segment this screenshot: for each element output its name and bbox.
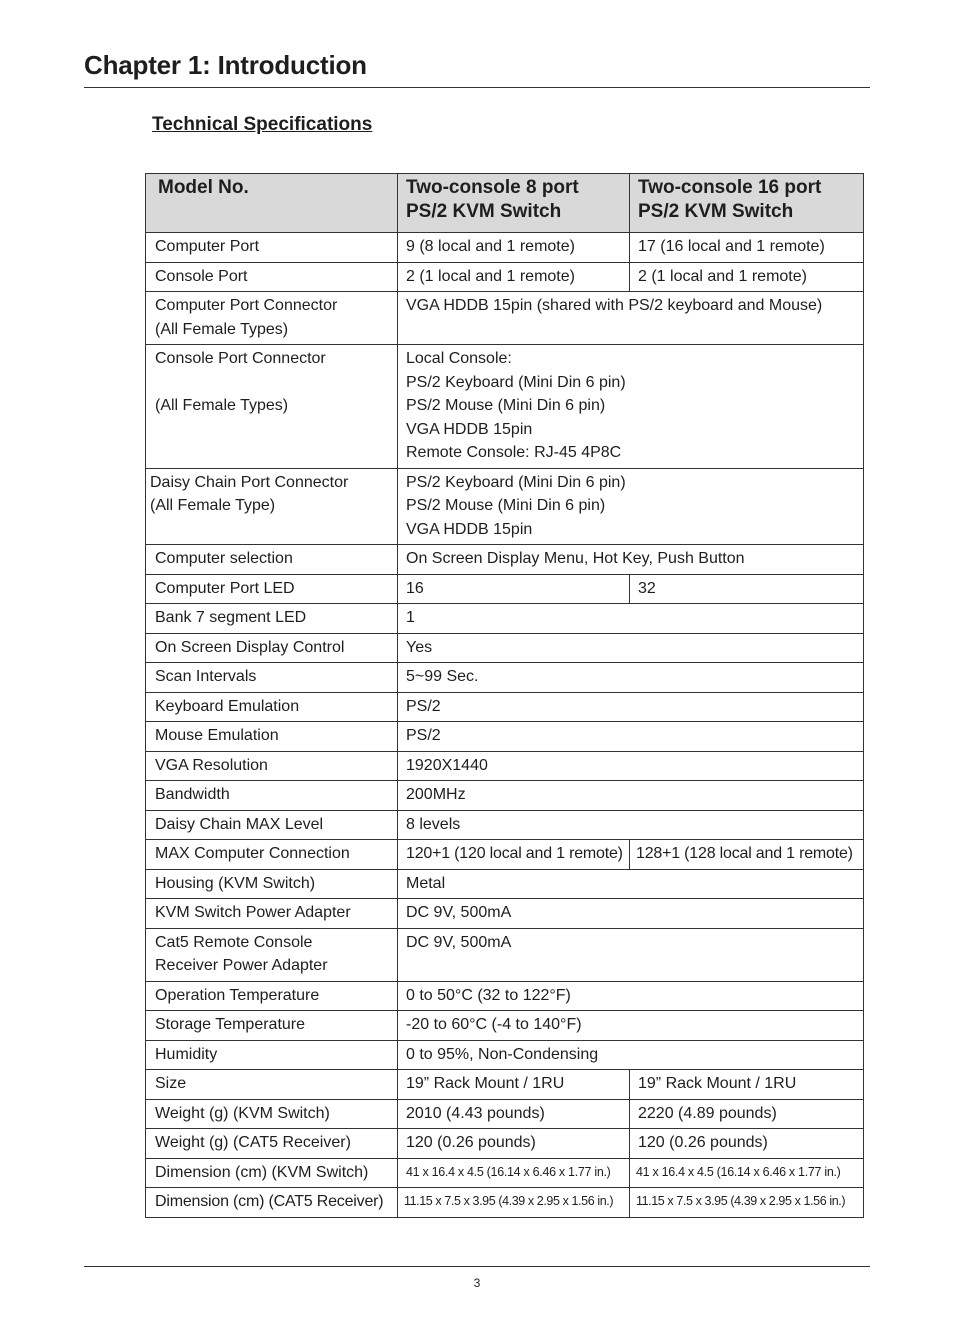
table-row	[146, 692, 864, 722]
row-value: 5~99 Sec.	[398, 663, 864, 693]
table-row	[146, 1099, 864, 1129]
row-value-16: 41 x 16.4 x 4.5 (16.14 x 6.46 x 1.77 in.)	[630, 1158, 864, 1188]
table-row	[146, 869, 864, 899]
table-row	[146, 468, 864, 545]
row-value-8: 9 (8 local and 1 remote)	[398, 233, 630, 263]
row-label-line: (All Female Type)	[150, 497, 276, 514]
row-label: Computer Port LED	[146, 574, 398, 604]
row-label: Bank 7 segment LED	[146, 604, 398, 634]
table-row	[146, 722, 864, 752]
footer-divider	[84, 1266, 870, 1267]
table-row	[146, 1040, 864, 1070]
row-value-16: 32	[630, 574, 864, 604]
row-value-16: 2 (1 local and 1 remote)	[630, 262, 864, 292]
value-line: PS/2 Mouse (Mini Din 6 pin)	[406, 497, 606, 514]
table-row	[146, 981, 864, 1011]
table-row	[146, 604, 864, 634]
row-value: PS/2	[398, 692, 864, 722]
row-value-8: 120+1 (120 local and 1 remote)	[398, 840, 630, 870]
table-row	[146, 633, 864, 663]
value-line: PS/2 Keyboard (Mini Din 6 pin)	[406, 473, 626, 491]
header-16-port: Two-console 16 port PS/2 KVM Switch	[630, 174, 864, 233]
row-label-line: (All Female Types)	[155, 397, 289, 414]
row-value-16: 11.15 x 7.5 x 3.95 (4.39 x 2.95 x 1.56 in.)	[630, 1188, 864, 1218]
row-value: 8 levels	[398, 810, 864, 840]
row-value: DC 9V, 500mA	[398, 899, 864, 929]
table-row	[146, 928, 864, 981]
row-label-line: Computer Port Connector	[155, 297, 338, 314]
row-label: Storage Temperature	[146, 1011, 398, 1041]
row-label: Humidity	[146, 1040, 398, 1070]
row-value-16: 120 (0.26 pounds)	[630, 1129, 864, 1159]
row-label	[146, 345, 398, 469]
row-value: On Screen Display Menu, Hot Key, Push Button	[398, 545, 864, 575]
row-value	[398, 345, 864, 469]
spec-table	[145, 173, 864, 1218]
row-label: Operation Temperature	[146, 981, 398, 1011]
row-value-8: 16	[398, 574, 630, 604]
table-row	[146, 810, 864, 840]
row-value-16: 128+1 (128 local and 1 remote)	[630, 840, 864, 870]
table-row	[146, 781, 864, 811]
row-label	[146, 292, 398, 345]
row-value-8: 11.15 x 7.5 x 3.95 (4.39 x 2.95 x 1.56 in.)	[398, 1188, 630, 1218]
row-value-16: 2220 (4.89 pounds)	[630, 1099, 864, 1129]
row-value: 0 to 50°C (32 to 122°F)	[398, 981, 864, 1011]
page-number: 3	[473, 1276, 481, 1290]
row-label: Weight (g) (KVM Switch)	[146, 1099, 398, 1129]
table-row	[146, 1011, 864, 1041]
section-title: Technical Specifications	[152, 114, 373, 135]
table-row	[146, 1158, 864, 1188]
table-row	[146, 292, 864, 345]
row-label	[146, 928, 398, 981]
table-row	[146, 574, 864, 604]
value-line: Remote Console: RJ-45 4P8C	[406, 444, 622, 461]
row-label: Housing (KVM Switch)	[146, 869, 398, 899]
row-value: PS/2	[398, 722, 864, 752]
row-label: Scan Intervals	[146, 663, 398, 693]
row-label-line: Cat5 Remote Console	[155, 933, 313, 951]
table-row	[146, 751, 864, 781]
row-label-line: Receiver Power Adapter	[155, 957, 328, 974]
row-value: 0 to 95%, Non-Condensing	[398, 1040, 864, 1070]
row-value-8: 41 x 16.4 x 4.5 (16.14 x 6.46 x 1.77 in.)	[398, 1158, 630, 1188]
row-label: KVM Switch Power Adapter	[146, 899, 398, 929]
table-row	[146, 545, 864, 575]
row-value-8: 120 (0.26 pounds)	[398, 1129, 630, 1159]
row-label: Console Port	[146, 262, 398, 292]
header-divider	[84, 87, 870, 88]
table-row	[146, 1070, 864, 1100]
row-value-16: 17 (16 local and 1 remote)	[630, 233, 864, 263]
row-value: -20 to 60°C (-4 to 140°F)	[398, 1011, 864, 1041]
row-value: 1920X1440	[398, 751, 864, 781]
row-label: Bandwidth	[146, 781, 398, 811]
value-line: PS/2 Mouse (Mini Din 6 pin)	[406, 397, 606, 414]
row-value-8: 19” Rack Mount / 1RU	[398, 1070, 630, 1100]
row-label: Weight (g) (CAT5 Receiver)	[146, 1129, 398, 1159]
table-row	[146, 1129, 864, 1159]
row-value-8: 2010 (4.43 pounds)	[398, 1099, 630, 1129]
table-row	[146, 345, 864, 469]
row-label	[146, 468, 398, 545]
row-label-line: Console Port Connector	[155, 350, 326, 367]
row-label: Dimension (cm) (KVM Switch)	[146, 1158, 398, 1188]
table-header-row	[146, 174, 864, 233]
table-row	[146, 233, 864, 263]
row-label: Daisy Chain MAX Level	[146, 810, 398, 840]
row-value: VGA HDDB 15pin (shared with PS/2 keyboard and Mouse)	[398, 292, 864, 345]
row-value: 200MHz	[398, 781, 864, 811]
header-model-no: Model No.	[146, 174, 398, 233]
row-value: Metal	[398, 869, 864, 899]
row-value: Yes	[398, 633, 864, 663]
value-line: VGA HDDB 15pin	[406, 420, 533, 438]
table-row	[146, 262, 864, 292]
value-line: Local Console:	[406, 350, 512, 367]
row-value: 1	[398, 604, 864, 634]
row-label: Keyboard Emulation	[146, 692, 398, 722]
row-label: Computer Port	[146, 233, 398, 263]
row-label: Computer selection	[146, 545, 398, 575]
header-8-port: Two-console 8 port PS/2 KVM Switch	[398, 174, 630, 233]
row-value-8: 2 (1 local and 1 remote)	[398, 262, 630, 292]
value-line: PS/2 Keyboard (Mini Din 6 pin)	[406, 373, 626, 391]
table-row	[146, 899, 864, 929]
table-row	[146, 840, 864, 870]
row-label: Dimension (cm) (CAT5 Receiver)	[146, 1188, 398, 1218]
row-label: VGA Resolution	[146, 751, 398, 781]
row-label-line: Daisy Chain Port Connector	[150, 473, 349, 491]
row-label: MAX Computer Connection	[146, 840, 398, 870]
row-label: Size	[146, 1070, 398, 1100]
row-label: Mouse Emulation	[146, 722, 398, 752]
row-label: On Screen Display Control	[146, 633, 398, 663]
row-value-16: 19” Rack Mount / 1RU	[630, 1070, 864, 1100]
row-label-line: (All Female Types)	[155, 320, 289, 338]
chapter-title: Chapter 1: Introduction	[84, 50, 367, 80]
row-value	[398, 468, 864, 545]
value-line: VGA HDDB 15pin	[406, 520, 533, 538]
table-row	[146, 1188, 864, 1218]
table-row	[146, 663, 864, 693]
row-value: DC 9V, 500mA	[398, 928, 864, 981]
